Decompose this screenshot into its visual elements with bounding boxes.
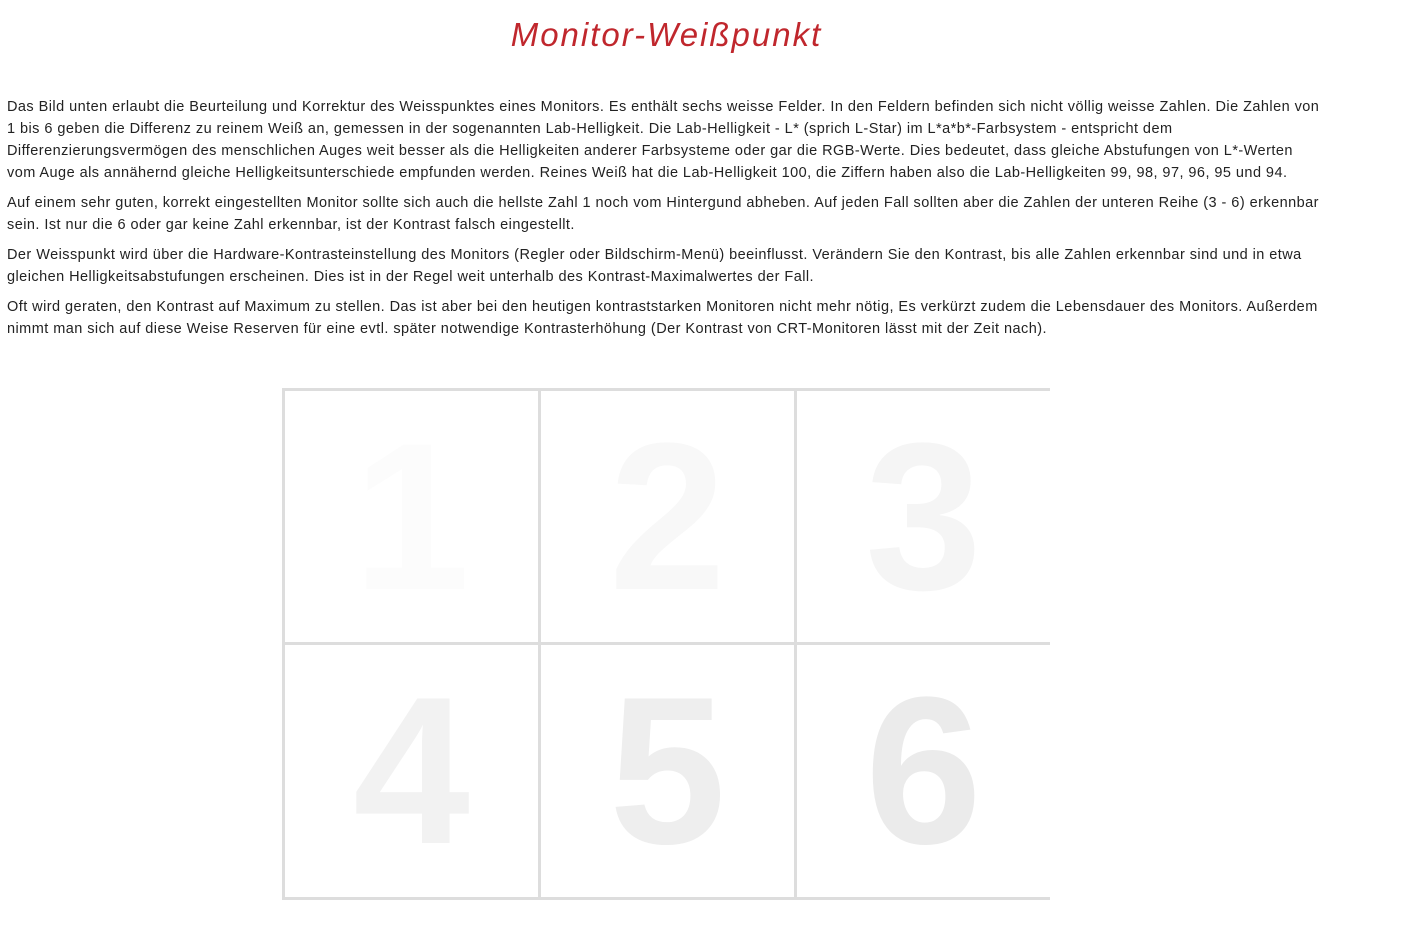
test-field-6 bbox=[797, 645, 1050, 897]
test-digit-2: 2 bbox=[609, 398, 726, 634]
test-field-2 bbox=[541, 391, 794, 642]
test-field-5 bbox=[541, 645, 794, 897]
test-digit-3: 3 bbox=[865, 398, 982, 634]
paragraph-contrast-advice: Oft wird geraten, den Kontrast auf Maximum zu stellen. Das ist aber bei den heutigen kontraststarken Monitoren nicht mehr nötig, Es verkürzt zudem die Lebensdauer des Monitors. Außerdem nimmt man sich auf diese Weise Reserven für eine evtl. später notwendige Kontrasterhöhung (Der Kontrast von CRT-Monitoren lässt mit der Zeit nach). bbox=[7, 299, 1318, 337]
paragraph-good-monitor: Auf einem sehr guten, korrekt eingestellten Monitor sollte sich auch die hellste Zahl 1 noch vom Hintergund abheben. Auf jeden Fall sollten aber die Zahlen der unteren Reihe (3 - 6) erkennbar sein. Ist nur die 6 oder gar keine Zahl erkennbar, ist der Kontrast falsch eingestellt. bbox=[7, 195, 1319, 233]
test-digit-5: 5 bbox=[609, 653, 726, 888]
test-field-4 bbox=[285, 645, 538, 897]
paragraph-whitepoint-adjust: Der Weisspunkt wird über die Hardware-Kontrasteinstellung des Monitors (Regler oder Bildschirm-Menü) beeinflusst. Verändern Sie den Kontrast, bis alle Zahlen erkennbar sind und in etwa gleichen Helligkeitsabstufungen erscheinen. Dies ist in der Regel weit unterhalb des Kontrast-Maximalwertes der Fall. bbox=[7, 247, 1302, 285]
article-body bbox=[7, 96, 1325, 348]
test-digit-6: 6 bbox=[865, 653, 982, 888]
paragraph-intro: Das Bild unten erlaubt die Beurteilung und Korrektur des Weisspunktes eines Monitors. Es enthält sechs weisse Felder. In den Feldern befinden sich nicht völlig weisse Zahlen. Die Zahlen von 1 bis 6 geben die Differenz zu reinem Weiß an, gemessen in der sogenannten Lab-Helligkeit. Die Lab-Helligkeit - L* (sprich L-Star) im L*a*b*-Farbsystem - entspricht dem Differenzierungsvermögen des menschlichen Auges weit besser als die Helligkeiten anderer Farbsysteme oder gar die RGB-Werte. Dies bedeutet, dass gleiche Abstufungen von L*-Werten vom Auge als annähernd gleiche Helligkeitsunterschiede empfunden werden. Reines Weiß hat die Lab-Helligkeit 100, die Ziffern haben also die Lab-Helligkeiten 99, 98, 97, 96, 95 und 94. bbox=[7, 99, 1320, 181]
whitepoint-test-pattern bbox=[282, 388, 1050, 900]
test-field-1 bbox=[285, 391, 538, 642]
test-field-3 bbox=[797, 391, 1050, 642]
test-digit-4: 4 bbox=[353, 653, 470, 888]
page-title: Monitor-Weißpunkt bbox=[510, 16, 823, 53]
test-digit-1: 1 bbox=[353, 398, 470, 634]
